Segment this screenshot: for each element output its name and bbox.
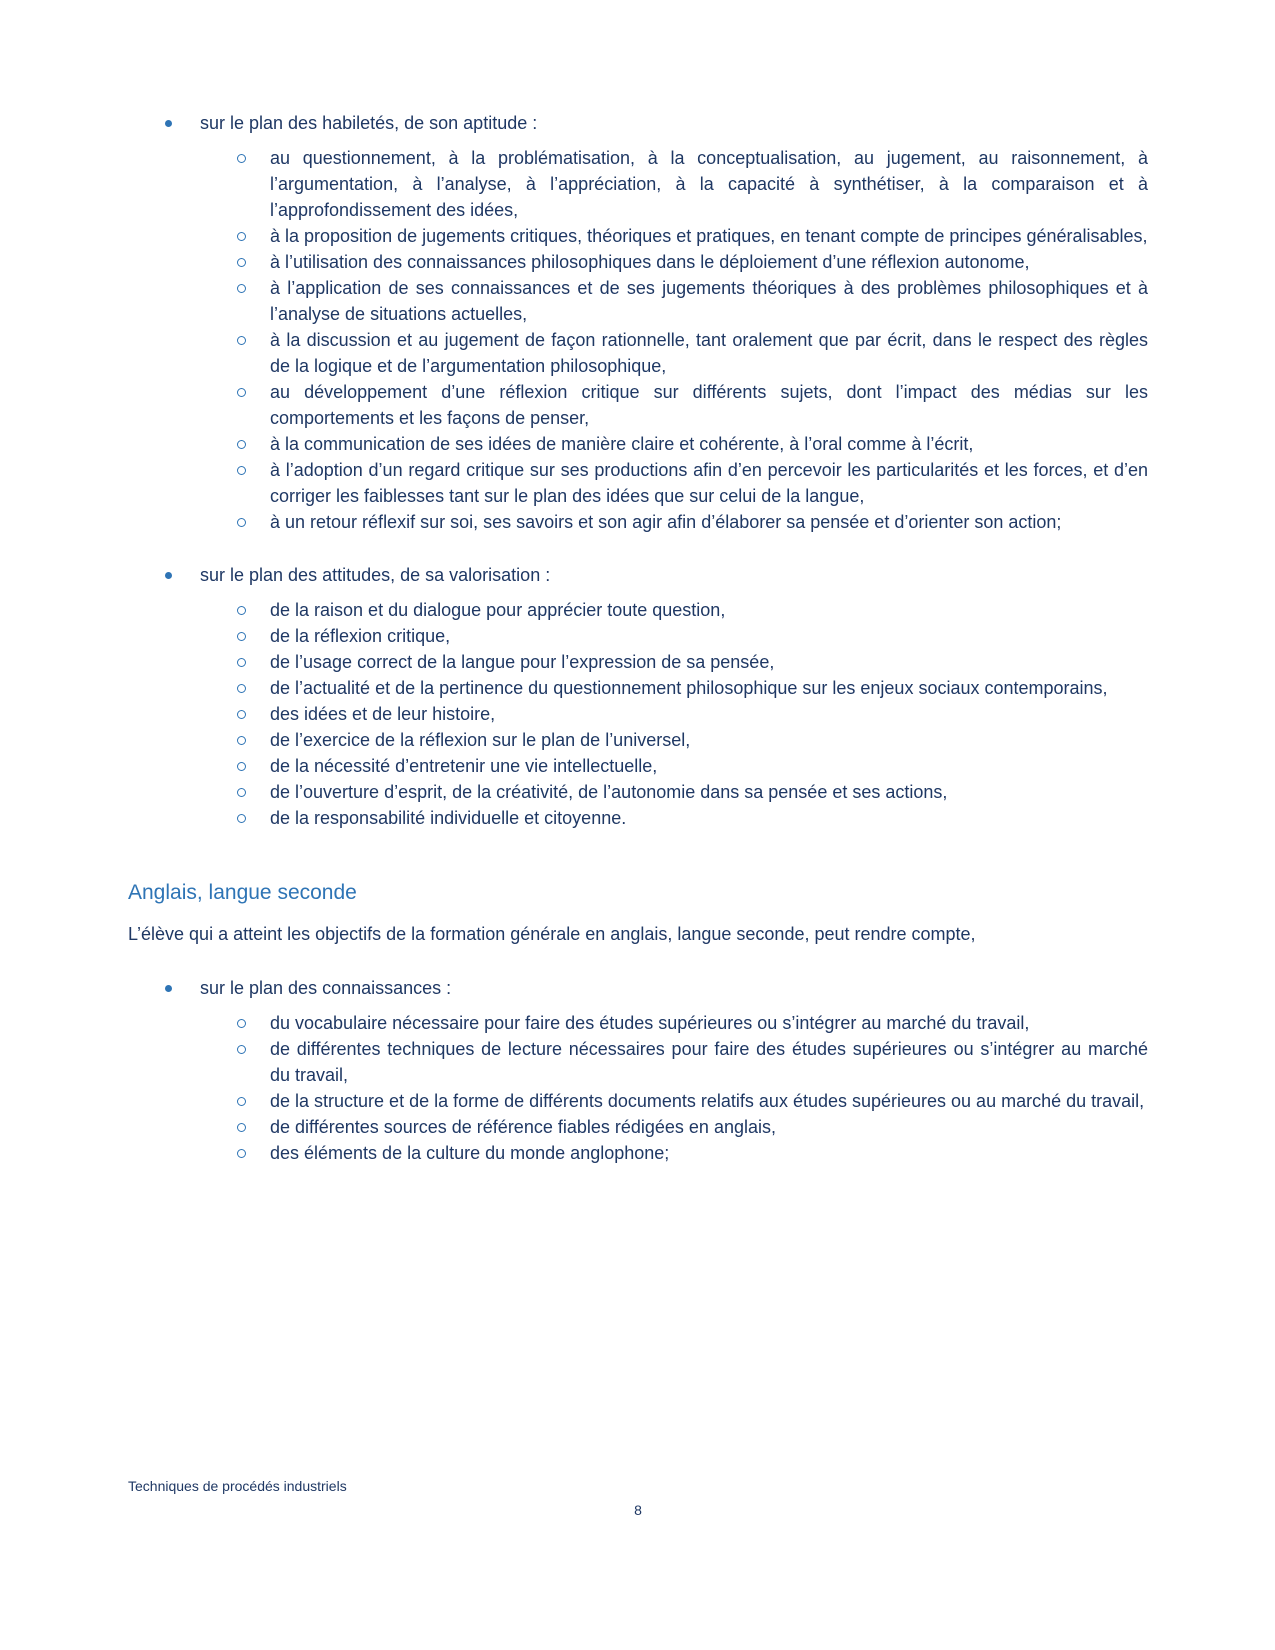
circle-bullet-icon bbox=[237, 1149, 246, 1158]
circle-bullet-icon bbox=[237, 814, 246, 823]
sub-list-item-text: de différentes sources de référence fiables rédigées en anglais, bbox=[270, 1117, 776, 1137]
sub-list-item bbox=[128, 701, 1148, 727]
circle-bullet-icon bbox=[237, 466, 246, 475]
circle-bullet-icon bbox=[237, 258, 246, 267]
sub-list-item-text: à un retour réflexif sur soi, ses savoirs et son agir afin d’élaborer sa pensée et d’orienter son action; bbox=[270, 512, 1062, 532]
sub-list-item-text: à l’application de ses connaissances et de ses jugements théoriques à des problèmes philosophiques et à l’analyse de situations actuelles, bbox=[270, 278, 1148, 324]
circle-bullet-icon bbox=[237, 154, 246, 163]
section-heading: Anglais, langue seconde bbox=[128, 881, 357, 904]
sub-list-item-text: à la proposition de jugements critiques, théoriques et pratiques, en tenant compte de principes généralisables, bbox=[270, 226, 1148, 246]
sub-list-item bbox=[128, 457, 1148, 509]
bullet-icon bbox=[165, 985, 172, 992]
sub-list-item-text: de la structure et de la forme de différents documents relatifs aux études supérieures ou au marché du travail, bbox=[270, 1091, 1145, 1111]
sub-list-item-text: à la discussion et au jugement de façon rationnelle, tant oralement que par écrit, dans le respect des règles de la logique et de l’argumentation philosophique, bbox=[270, 330, 1148, 376]
sub-list-item-text: de l’usage correct de la langue pour l’expression de sa pensée, bbox=[270, 652, 775, 672]
sub-list-item-text: à l’adoption d’un regard critique sur ses productions afin d’en percevoir les particularités et les forces, et d’en corriger les faiblesses tant sur le plan des idées que sur celui de la langue, bbox=[270, 460, 1148, 506]
circle-bullet-icon bbox=[237, 632, 246, 641]
circle-bullet-icon bbox=[237, 232, 246, 241]
circle-bullet-icon bbox=[237, 388, 246, 397]
sub-list-item-text: de la raison et du dialogue pour apprécier toute question, bbox=[270, 600, 726, 620]
sub-list-item-text: de différentes techniques de lecture nécessaires pour faire des études supérieures ou s’intégrer au marché du travail, bbox=[270, 1039, 1148, 1085]
circle-bullet-icon bbox=[237, 606, 246, 615]
sub-list-item-text: au questionnement, à la problématisation, à la conceptualisation, au jugement, au raisonnement, à l’argumentation, à l’analyse, à l’appréciation, à la capacité à synthétiser, à la comparaison et à l’approfondissement des idées, bbox=[270, 148, 1148, 220]
sub-list-item-text: de la réflexion critique, bbox=[270, 626, 451, 646]
sub-list-item-text: des idées et de leur histoire, bbox=[270, 704, 496, 724]
sub-list-item-text: au développement d’une réflexion critique sur différents sujets, dont l’impact des médias sur les comportements et les façons de penser, bbox=[270, 382, 1148, 428]
sub-list-item bbox=[128, 779, 1148, 805]
circle-bullet-icon bbox=[237, 518, 246, 527]
circle-bullet-icon bbox=[237, 336, 246, 345]
sub-list-item bbox=[128, 805, 1148, 831]
intro-paragraph: L’élève qui a atteint les objectifs de la formation générale en anglais, langue seconde, peut rendre compte, bbox=[128, 924, 976, 944]
list-item-label: sur le plan des connaissances : bbox=[200, 978, 452, 998]
sub-list-item bbox=[128, 675, 1148, 701]
circle-bullet-icon bbox=[237, 1019, 246, 1028]
list-item-label: sur le plan des attitudes, de sa valorisation : bbox=[200, 565, 551, 585]
knowledge-list bbox=[128, 975, 1148, 1166]
bullet-icon bbox=[165, 572, 172, 579]
sub-list-item-text: de la nécessité d’entretenir une vie intellectuelle, bbox=[270, 756, 658, 776]
list-item-label: sur le plan des habiletés, de son aptitude : bbox=[200, 113, 538, 133]
sub-list-item-text: de l’exercice de la réflexion sur le plan de l’universel, bbox=[270, 730, 691, 750]
circle-bullet-icon bbox=[237, 710, 246, 719]
skills-list bbox=[128, 110, 1148, 535]
sub-list-item-text: à la communication de ses idées de manière claire et cohérente, à l’oral comme à l’écrit, bbox=[270, 434, 974, 454]
sub-list-item-text: de la responsabilité individuelle et citoyenne. bbox=[270, 808, 627, 828]
sub-list-item bbox=[128, 623, 1148, 649]
sub-list-item-text: des éléments de la culture du monde anglophone; bbox=[270, 1143, 670, 1163]
sub-list-item bbox=[128, 431, 1148, 457]
circle-bullet-icon bbox=[237, 736, 246, 745]
list-item bbox=[128, 110, 1148, 136]
footer-document-title: Techniques de procédés industriels bbox=[128, 1478, 347, 1494]
sub-list-item bbox=[128, 1114, 1148, 1140]
sub-list-item bbox=[128, 327, 1148, 379]
sub-list-item bbox=[128, 275, 1148, 327]
sub-list-item-text: du vocabulaire nécessaire pour faire des études supérieures ou s’intégrer au marché du travail, bbox=[270, 1013, 1030, 1033]
sub-list-item bbox=[128, 145, 1148, 223]
circle-bullet-icon bbox=[237, 1045, 246, 1054]
sub-list-item bbox=[128, 1088, 1148, 1114]
sub-list-item bbox=[128, 223, 1148, 249]
sub-list-item bbox=[128, 1010, 1148, 1036]
sub-list-item bbox=[128, 649, 1148, 675]
circle-bullet-icon bbox=[237, 788, 246, 797]
circle-bullet-icon bbox=[237, 440, 246, 449]
sub-list-item bbox=[128, 1036, 1148, 1088]
circle-bullet-icon bbox=[237, 1123, 246, 1132]
circle-bullet-icon bbox=[237, 658, 246, 667]
circle-bullet-icon bbox=[237, 762, 246, 771]
sub-list-item-text: de l’ouverture d’esprit, de la créativité, de l’autonomie dans sa pensée et ses actions, bbox=[270, 782, 948, 802]
sub-list-item-text: de l’actualité et de la pertinence du questionnement philosophique sur les enjeux sociaux contemporains, bbox=[270, 678, 1108, 698]
sub-list-item bbox=[128, 379, 1148, 431]
list-item bbox=[128, 975, 1148, 1001]
circle-bullet-icon bbox=[237, 284, 246, 293]
bullet-icon bbox=[165, 120, 172, 127]
circle-bullet-icon bbox=[237, 684, 246, 693]
sub-list-item bbox=[128, 597, 1148, 623]
attitudes-list bbox=[128, 562, 1148, 831]
sub-list-item-text: à l’utilisation des connaissances philosophiques dans le déploiement d’une réflexion autonome, bbox=[270, 252, 1030, 272]
sub-list-item bbox=[128, 249, 1148, 275]
page-number: 8 bbox=[634, 1502, 642, 1518]
list-item bbox=[128, 562, 1148, 588]
sub-list-item bbox=[128, 753, 1148, 779]
sub-list-item bbox=[128, 727, 1148, 753]
sub-list-item bbox=[128, 1140, 1148, 1166]
circle-bullet-icon bbox=[237, 1097, 246, 1106]
sub-list-item bbox=[128, 509, 1148, 535]
